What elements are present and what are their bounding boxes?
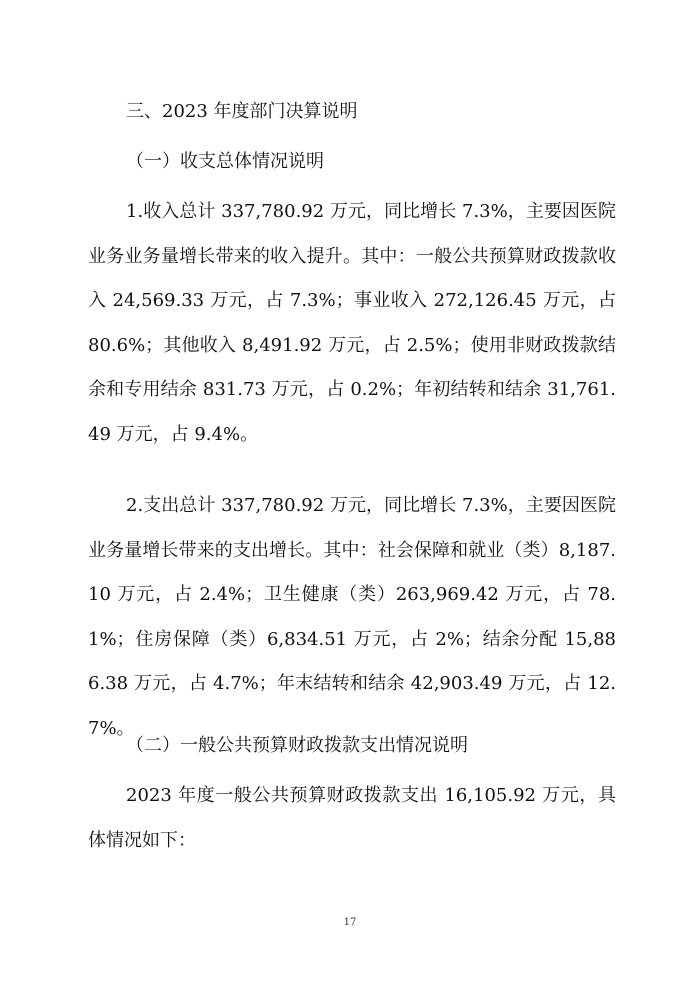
subsection-heading-revenue-expenditure: （一）收支总体情况说明 xyxy=(126,151,324,172)
general-budget-paragraph: 2023 年度一般公共预算财政拨款支出 16,105.92 万元，具体情况如下： xyxy=(88,785,616,851)
income-paragraph: 1.收入总计 337,780.92 万元，同比增长 7.3%，主要因医院业务业务量增长带来的收入提升。其中：一般公共预算财政拨款收入 24,569.33 万元，占 7.3%；事业收入 272,126.45 万元，占 80.6%；其他收入 8,491.92 万元，占 2.5%；使用非财政拨款结余和专用结余 831.73 万元，占 0.2%；年初结转和结余 31,761.49 万元，占 9.4%。 xyxy=(88,201,616,445)
subsection-heading-general-budget: （二）一般公共预算财政拨款支出情况说明 xyxy=(126,735,468,756)
section-heading: 三、2023 年度部门决算说明 xyxy=(126,101,358,122)
expense-paragraph: 2.支出总计 337,780.92 万元，同比增长 7.3%，主要因医院业务量增长带来的支出增长。其中：社会保障和就业（类）8,187.10 万元，占 2.4%；卫生健康（类）263,969.42 万元，占 78.1%；住房保障（类）6,834.51 万元，占 2%；结余分配 15,886.38 万元，占 4.7%；年末结转和结余 42,903.49 万元，占 12.7%。 xyxy=(88,495,616,739)
page-number: 17 xyxy=(343,917,357,928)
